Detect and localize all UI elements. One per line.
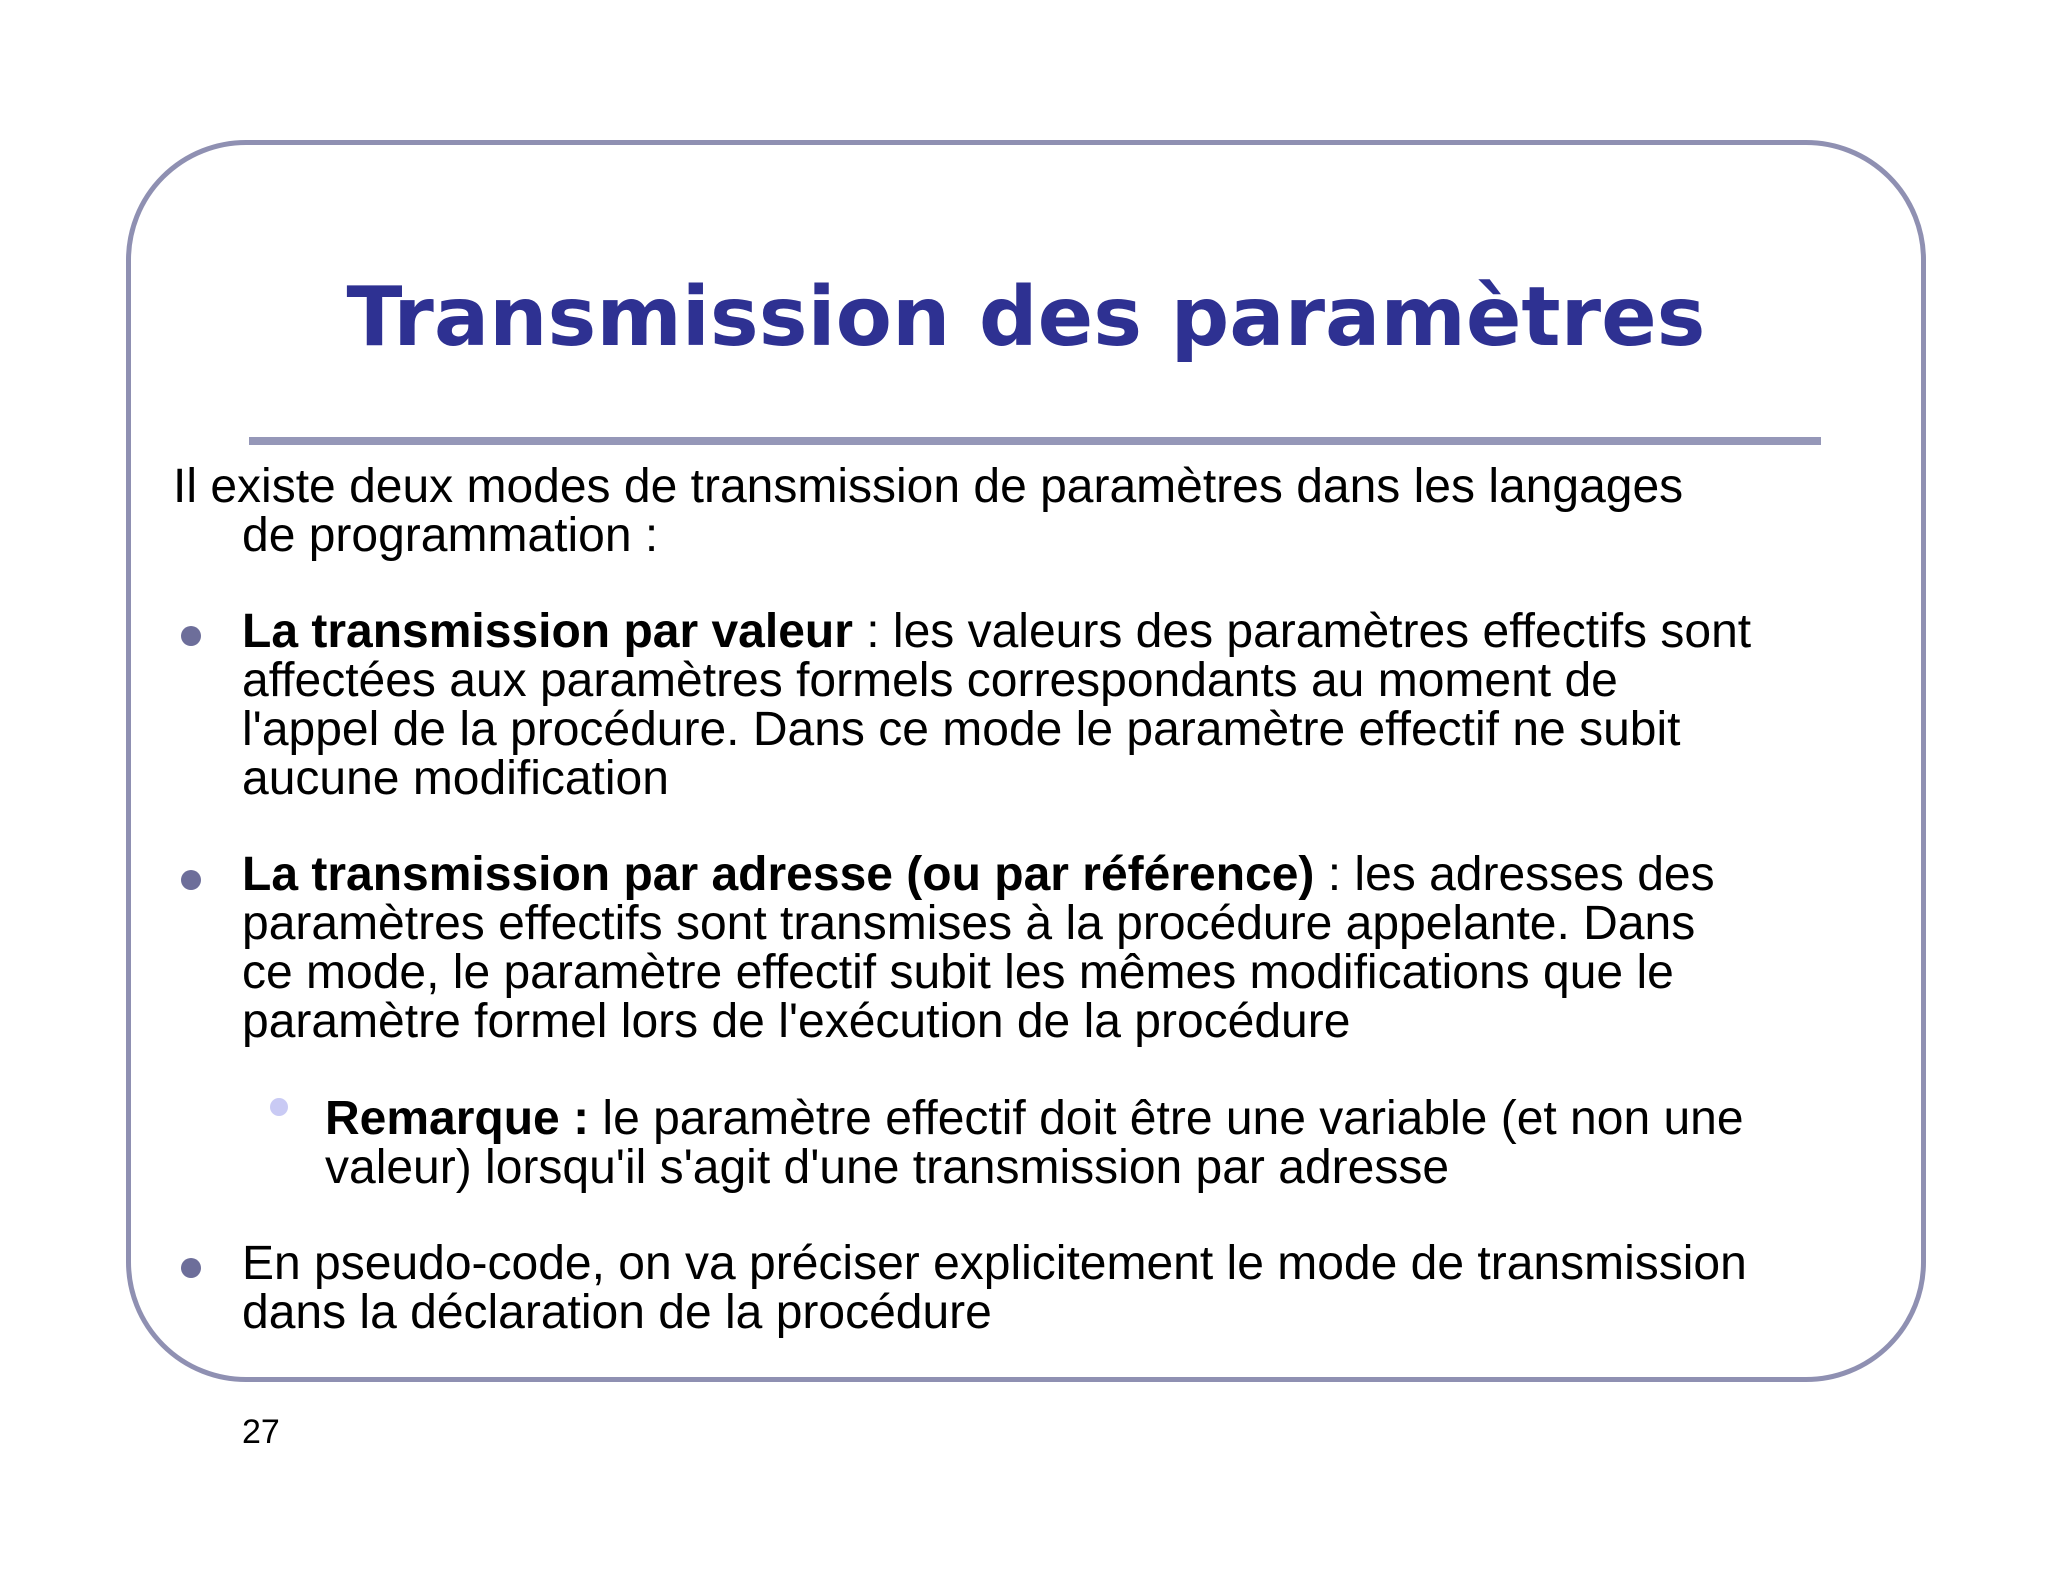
page-number: 27	[242, 1413, 280, 1451]
bullet-dot-1	[181, 626, 201, 646]
bullet1-line-1-rest: : les valeurs des paramètres effectifs sont	[852, 605, 1752, 658]
bullet1-line-4: aucune modification	[242, 752, 669, 805]
bullet2-line-2: paramètres effectifs sont transmises à la procédure appelante. Dans	[242, 897, 1696, 950]
sub-bullet-line-1	[325, 1094, 1885, 1143]
sub-bullet-line-2: valeur) lorsqu'il s'agit d'une transmission par adresse	[325, 1141, 1450, 1194]
bullet2-line-1-rest: : les adresses des	[1314, 848, 1715, 901]
bullet-dot-2	[181, 870, 201, 890]
bullet1-line-3: l'appel de la procédure. Dans ce mode le paramètre effectif ne subit	[242, 703, 1681, 756]
intro-line-1: Il existe deux modes de transmission de paramètres dans les langages	[173, 460, 1684, 513]
sub-bullet-paragraph	[325, 1094, 1885, 1192]
bullet-paragraph-1	[242, 607, 1882, 803]
bullet2-line-4: paramètre formel lors de l'exécution de la procédure	[242, 995, 1351, 1048]
bullet-paragraph-2	[242, 850, 1882, 1046]
bullet2-line-1	[242, 850, 1882, 899]
sub-bullet-bold: Remarque :	[325, 1092, 590, 1145]
bullet3-line-1: En pseudo-code, on va préciser explicitement le mode de transmission	[242, 1237, 1747, 1290]
sub-bullet-dot	[270, 1098, 288, 1116]
bullet2-line-3: ce mode, le paramètre effectif subit les mêmes modifications que le	[242, 946, 1674, 999]
bullet1-line-1	[242, 607, 1882, 656]
sub-bullet-line-1-rest: le paramètre effectif doit être une variable (et non une	[589, 1092, 1744, 1145]
title-divider	[249, 437, 1821, 445]
bullet-paragraph-3	[242, 1239, 1882, 1337]
bullet1-bold: La transmission par valeur	[242, 605, 853, 658]
bullet-dot-3	[181, 1258, 201, 1278]
bullet1-line-2: affectées aux paramètres formels correspondants au moment de	[242, 654, 1618, 707]
slide-title: Transmission des paramètres	[346, 270, 1706, 365]
intro-line-2: de programmation :	[242, 509, 659, 562]
intro-paragraph	[173, 462, 1873, 560]
bullet2-bold: La transmission par adresse (ou par référence)	[242, 848, 1315, 901]
bullet3-line-2: dans la déclaration de la procédure	[242, 1286, 992, 1339]
